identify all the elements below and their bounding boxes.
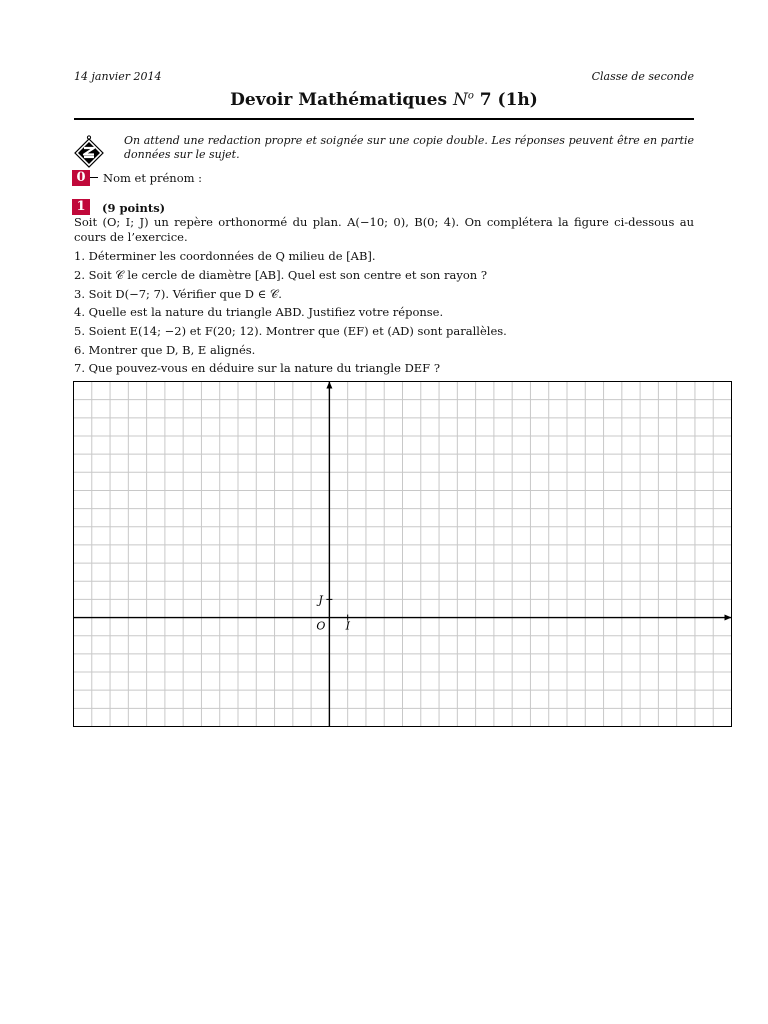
origin-label: O xyxy=(316,619,326,633)
header-class: Classe de seconde xyxy=(591,70,694,83)
exercise-points: (9 points) xyxy=(102,201,166,215)
title-rest: 7 (1h) xyxy=(473,90,538,110)
unit-y-label: J xyxy=(318,593,323,607)
title-rule xyxy=(74,118,694,120)
question-1: 1. Déterminer les coordonnées de Q milieu de [AB]. xyxy=(74,249,376,263)
header-date: 14 janvier 2014 xyxy=(74,70,162,83)
y-axis-arrow xyxy=(326,382,332,389)
warning-diamond-icon xyxy=(72,135,106,169)
question-6: 6. Montrer que D, B, E alignés. xyxy=(74,343,256,357)
exercise-intro: Soit (O; I; J) un repère orthonormé du plan. A(−10; 0), B(0; 4). On complétera la figure ci-dessous au cours de l’exercice. xyxy=(74,215,694,244)
question-4: 4. Quelle est la nature du triangle ABD. Justifiez votre réponse. xyxy=(74,305,444,319)
section-number-badge: 0 xyxy=(72,170,90,186)
question-7: 7. Que pouvez-vous en déduire sur la nature du triangle DEF ? xyxy=(74,361,440,375)
exercise-number-badge: 1 xyxy=(72,199,90,215)
title-main: Devoir Mathématiques xyxy=(230,90,453,110)
page-title xyxy=(0,90,768,110)
question-5: 5. Soient E(14; −2) et F(20; 12). Montrer que (EF) et (AD) sont parallèles. xyxy=(74,324,507,338)
name-field-label: Nom et prénom : xyxy=(103,171,203,185)
unit-x-label: I xyxy=(345,619,351,633)
title-number-symbol: N xyxy=(452,90,468,110)
question-2: 2. Soit 𝒞 le cercle de diamètre [AB]. Quel est son centre et son rayon ? xyxy=(74,268,487,282)
section-dash xyxy=(90,177,98,178)
x-axis-arrow xyxy=(725,615,732,621)
coordinate-grid xyxy=(73,381,733,729)
title-number-sup: o xyxy=(467,90,474,102)
notice-text: On attend une redaction propre et soignée sur une copie double. Les réponses peuvent être en partie données sur le sujet. xyxy=(124,134,694,161)
grid-lines xyxy=(74,382,732,727)
question-3: 3. Soit D(−7; 7). Vérifier que D ∈ 𝒞. xyxy=(74,287,282,301)
